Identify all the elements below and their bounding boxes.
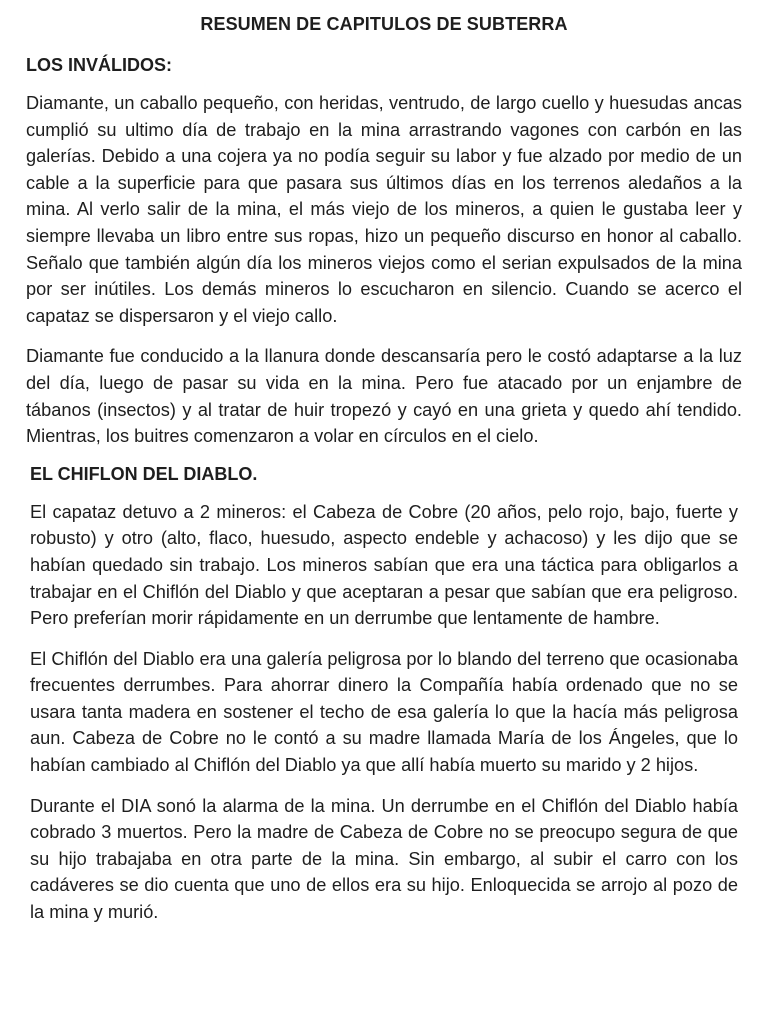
paragraph: Diamante fue conducido a la llanura donde descansaría pero le costó adaptarse a la luz del día, luego de pasar su vida en la mina. Pero fue atacado por un enjambre de tábanos (insectos) y al tratar de huir tropezó y cayó en una grieta y quedo ahí tendido. Mientras, los buitres comenzaron a volar en círculos en el cielo. (26, 346, 742, 447)
paragraph: El capataz detuvo a 2 mineros: el Cabeza de Cobre (20 años, pelo rojo, bajo, fuerte y robusto) y otro (alto, flaco, huesudo, aspecto endeble y achacoso) y les dijo que se habían quedado sin trabajo. Los mineros sabían que era una táctica para obligarlos a trabajar en el Chiflón del Diablo y que aceptaran a pesar que sabían que era peligroso. Pero preferían morir rápidamente en un derrumbe que lentamente de hambre. (30, 501, 738, 629)
section-los-invalidos (26, 55, 742, 450)
paragraph: Diamante, un caballo pequeño, con heridas, ventrudo, de largo cuello y huesudas ancas cumplió su ultimo día de trabajo en la mina arrastrando vagones con carbón en las galerías. Debido a una cojera ya no podía seguir su labor y fue alzado por medio de un cable a la superficie para que pasara sus últimos días en los terrenos aledaños a la mina. Al verlo salir de la mina, el más viejo de los mineros, a quien le gustaba leer y siempre llevaba un libro entre sus ropas, hizo un pequeño discurso en honor al caballo. Señalo que también algún día los mineros viejos como el serian expulsados de la mina por ser inútiles. Los demás mineros lo escucharon en silencio. Cuando se acerco el capataz se dispersaron y el viejo callo. (26, 93, 742, 326)
paragraph: El Chiflón del Diablo era una galería peligrosa por lo blando del terreno que ocasionaba frecuentes derrumbes. Para ahorrar dinero la Compañía había ordenado que no se usara tanta madera en sostener el techo de esa galería lo que la hacía más peligrosa aun. Cabeza de Cobre no le contó a su madre llamada María de los Ángeles, que lo habían cambiado al Chiflón del Diablo ya que allí había muerto su marido y 2 hijos. (30, 648, 738, 776)
section-heading: LOS INVÁLIDOS: (26, 55, 173, 75)
paragraph: Durante el DIA sonó la alarma de la mina. Un derrumbe en el Chiflón del Diablo había cobrado 3 muertos. Pero la madre de Cabeza de Cobre no se preocupo segura de que su hijo trabajaba en otra parte de la mina. Sin embargo, al subir el carro con los cadáveres se dio cuenta que uno de ellos era su hijo. Enloquecida se arrojo al pozo de la mina y murió. (30, 795, 738, 923)
section-chiflon-del-diablo (26, 464, 742, 926)
section-heading: EL CHIFLON DEL DIABLO. (30, 463, 258, 484)
document-title: RESUMEN DE CAPITULOS DE SUBTERRA (200, 14, 568, 34)
